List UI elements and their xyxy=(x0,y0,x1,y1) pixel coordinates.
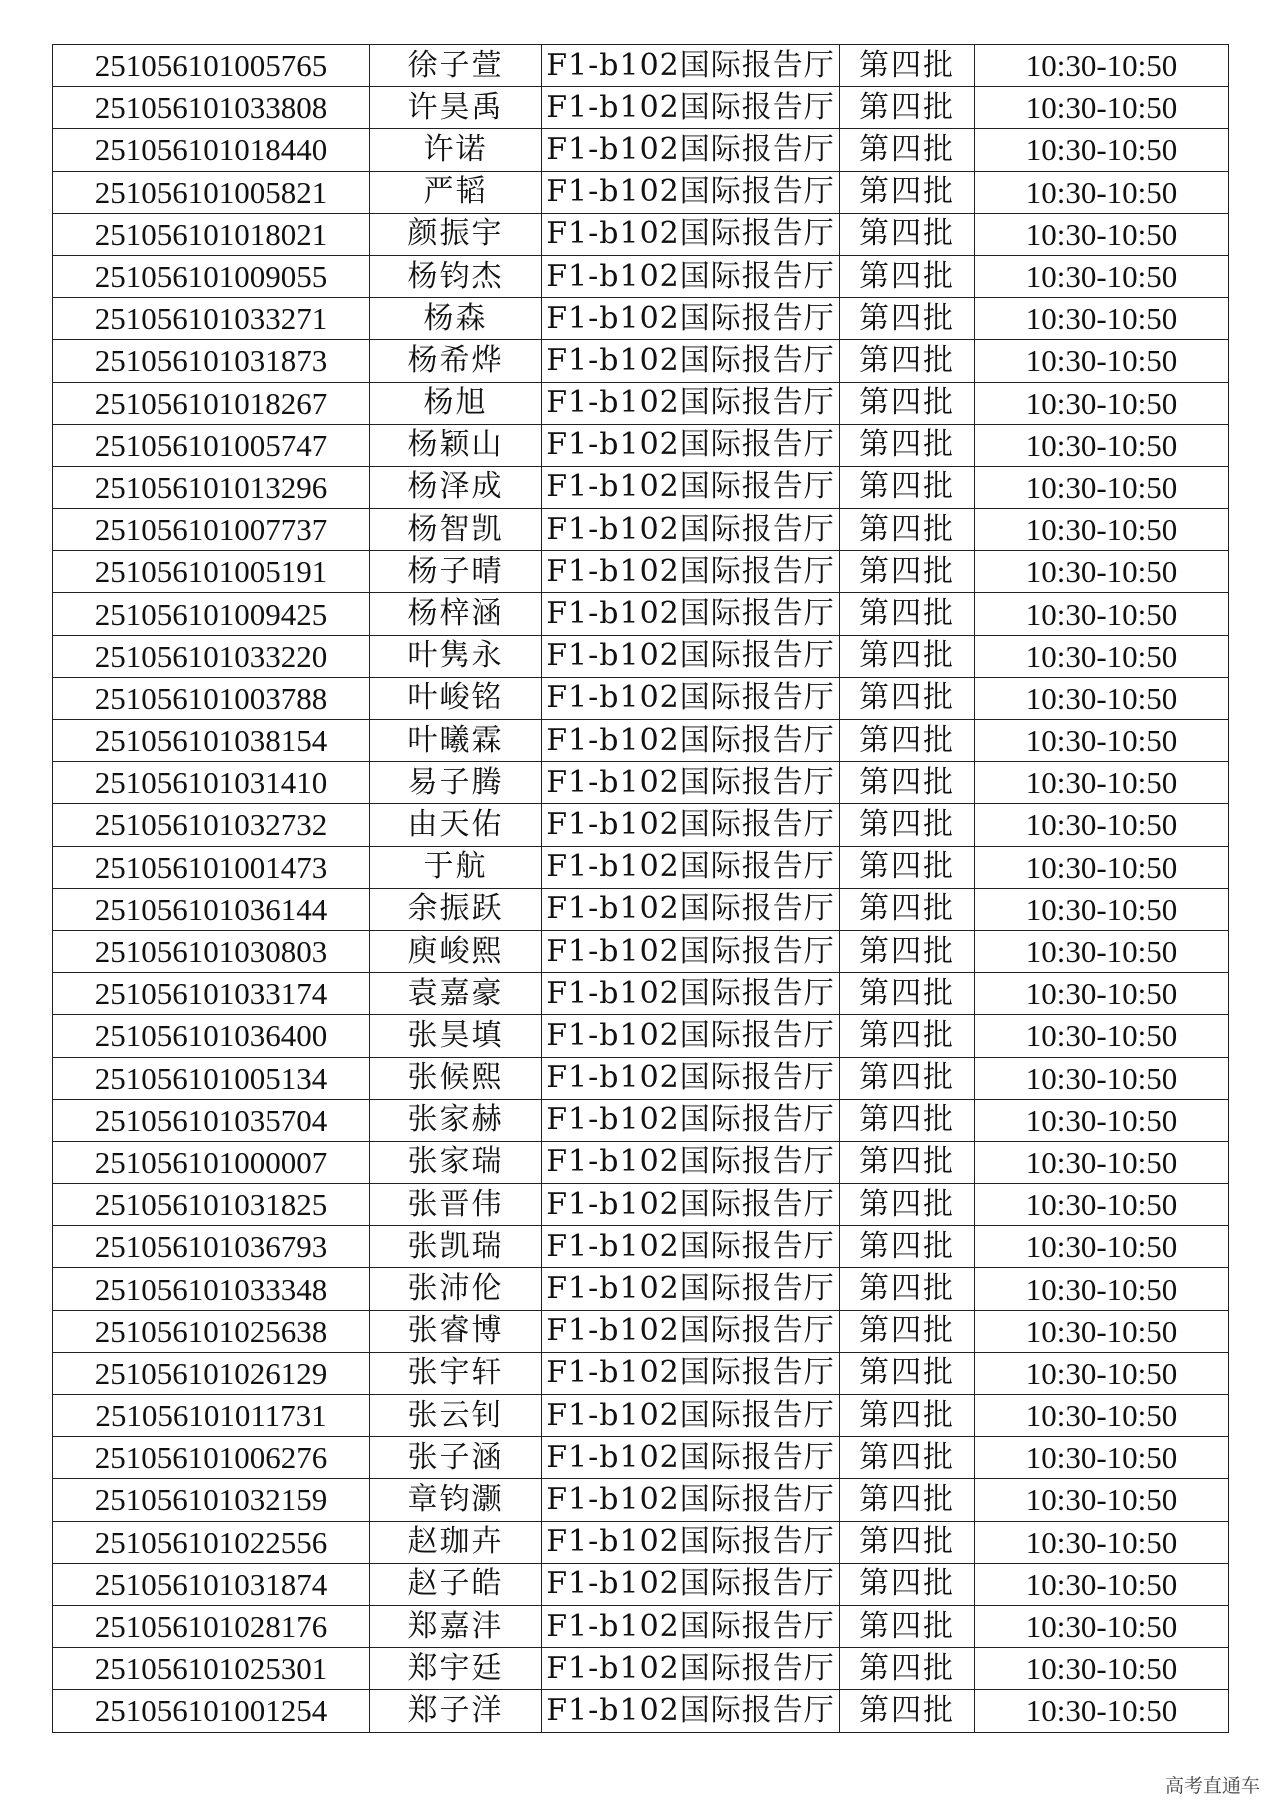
candidate-id-cell: 251056101026129 xyxy=(53,1352,370,1394)
candidate-id-cell: 251056101025638 xyxy=(53,1310,370,1352)
room-cell: F1-b102国际报告厅 xyxy=(542,1310,840,1352)
candidate-id-cell: 251056101013296 xyxy=(53,466,370,508)
candidate-id-cell: 251056101031410 xyxy=(53,762,370,804)
candidate-name-cell: 郑子洋 xyxy=(370,1690,542,1732)
room-cell: F1-b102国际报告厅 xyxy=(542,804,840,846)
candidate-name-cell: 张晋伟 xyxy=(370,1184,542,1226)
watermark-text: 高考直通车 xyxy=(1164,1775,1260,1797)
batch-cell: 第四批 xyxy=(840,1605,975,1647)
batch-cell: 第四批 xyxy=(840,551,975,593)
time-slot-cell: 10:30-10:50 xyxy=(975,1521,1229,1563)
candidate-name-cell: 杨颖山 xyxy=(370,424,542,466)
candidate-name-cell: 叶隽永 xyxy=(370,635,542,677)
candidate-id-cell: 251056101005747 xyxy=(53,424,370,466)
candidate-id-cell: 251056101033348 xyxy=(53,1268,370,1310)
room-cell: F1-b102国际报告厅 xyxy=(542,45,840,87)
table-row xyxy=(53,255,1229,297)
candidate-id-cell: 251056101028176 xyxy=(53,1605,370,1647)
time-slot-cell: 10:30-10:50 xyxy=(975,1057,1229,1099)
time-slot-cell: 10:30-10:50 xyxy=(975,1015,1229,1057)
batch-cell: 第四批 xyxy=(840,424,975,466)
time-slot-cell: 10:30-10:50 xyxy=(975,298,1229,340)
candidate-id-cell: 251056101036144 xyxy=(53,888,370,930)
time-slot-cell: 10:30-10:50 xyxy=(975,593,1229,635)
time-slot-cell: 10:30-10:50 xyxy=(975,551,1229,593)
room-cell: F1-b102国际报告厅 xyxy=(542,762,840,804)
candidate-name-cell: 张沛伦 xyxy=(370,1268,542,1310)
batch-cell: 第四批 xyxy=(840,1141,975,1183)
time-slot-cell: 10:30-10:50 xyxy=(975,45,1229,87)
candidate-id-cell: 251056101001254 xyxy=(53,1690,370,1732)
time-slot-cell: 10:30-10:50 xyxy=(975,1184,1229,1226)
batch-cell: 第四批 xyxy=(840,1563,975,1605)
candidate-name-cell: 杨梓涵 xyxy=(370,593,542,635)
time-slot-cell: 10:30-10:50 xyxy=(975,255,1229,297)
batch-cell: 第四批 xyxy=(840,509,975,551)
candidate-name-cell: 杨希烨 xyxy=(370,340,542,382)
candidate-name-cell: 于航 xyxy=(370,846,542,888)
batch-cell: 第四批 xyxy=(840,888,975,930)
batch-cell: 第四批 xyxy=(840,804,975,846)
candidate-id-cell: 251056101036400 xyxy=(53,1015,370,1057)
table-row xyxy=(53,677,1229,719)
candidate-name-cell: 张睿博 xyxy=(370,1310,542,1352)
room-cell: F1-b102国际报告厅 xyxy=(542,1141,840,1183)
table-row xyxy=(53,45,1229,87)
table-row xyxy=(53,340,1229,382)
candidate-id-cell: 251056101003788 xyxy=(53,677,370,719)
batch-cell: 第四批 xyxy=(840,1184,975,1226)
table-row xyxy=(53,973,1229,1015)
candidate-id-cell: 251056101006276 xyxy=(53,1437,370,1479)
candidate-name-cell: 张宇轩 xyxy=(370,1352,542,1394)
table-row xyxy=(53,1648,1229,1690)
candidate-id-cell: 251056101018267 xyxy=(53,382,370,424)
table-row xyxy=(53,213,1229,255)
room-cell: F1-b102国际报告厅 xyxy=(542,720,840,762)
room-cell: F1-b102国际报告厅 xyxy=(542,1395,840,1437)
room-cell: F1-b102国际报告厅 xyxy=(542,1690,840,1732)
room-cell: F1-b102国际报告厅 xyxy=(542,1268,840,1310)
room-cell: F1-b102国际报告厅 xyxy=(542,1563,840,1605)
candidate-name-cell: 颜振宇 xyxy=(370,213,542,255)
candidate-name-cell: 郑嘉沣 xyxy=(370,1605,542,1647)
batch-cell: 第四批 xyxy=(840,1690,975,1732)
candidate-id-cell: 251056101025301 xyxy=(53,1648,370,1690)
candidate-id-cell: 251056101032159 xyxy=(53,1479,370,1521)
roster-body xyxy=(53,45,1229,1733)
candidate-id-cell: 251056101033271 xyxy=(53,298,370,340)
candidate-id-cell: 251056101033174 xyxy=(53,973,370,1015)
room-cell: F1-b102国际报告厅 xyxy=(542,1648,840,1690)
candidate-name-cell: 郑宇廷 xyxy=(370,1648,542,1690)
batch-cell: 第四批 xyxy=(840,593,975,635)
room-cell: F1-b102国际报告厅 xyxy=(542,635,840,677)
time-slot-cell: 10:30-10:50 xyxy=(975,720,1229,762)
candidate-id-cell: 251056101018440 xyxy=(53,129,370,171)
batch-cell: 第四批 xyxy=(840,1479,975,1521)
time-slot-cell: 10:30-10:50 xyxy=(975,466,1229,508)
batch-cell: 第四批 xyxy=(840,1099,975,1141)
batch-cell: 第四批 xyxy=(840,298,975,340)
room-cell: F1-b102国际报告厅 xyxy=(542,930,840,972)
table-row xyxy=(53,1184,1229,1226)
table-row xyxy=(53,1268,1229,1310)
candidate-id-cell: 251056101031825 xyxy=(53,1184,370,1226)
room-cell: F1-b102国际报告厅 xyxy=(542,298,840,340)
candidate-name-cell: 章钧灏 xyxy=(370,1479,542,1521)
table-row xyxy=(53,298,1229,340)
batch-cell: 第四批 xyxy=(840,846,975,888)
candidate-name-cell: 许昊禹 xyxy=(370,87,542,129)
batch-cell: 第四批 xyxy=(840,466,975,508)
room-cell: F1-b102国际报告厅 xyxy=(542,129,840,171)
table-row xyxy=(53,1437,1229,1479)
candidate-name-cell: 余振跃 xyxy=(370,888,542,930)
table-row xyxy=(53,593,1229,635)
time-slot-cell: 10:30-10:50 xyxy=(975,762,1229,804)
room-cell: F1-b102国际报告厅 xyxy=(542,677,840,719)
roster-table xyxy=(52,44,1229,1733)
time-slot-cell: 10:30-10:50 xyxy=(975,846,1229,888)
batch-cell: 第四批 xyxy=(840,45,975,87)
time-slot-cell: 10:30-10:50 xyxy=(975,1352,1229,1394)
batch-cell: 第四批 xyxy=(840,973,975,1015)
table-row xyxy=(53,509,1229,551)
time-slot-cell: 10:30-10:50 xyxy=(975,1479,1229,1521)
candidate-id-cell: 251056101009055 xyxy=(53,255,370,297)
time-slot-cell: 10:30-10:50 xyxy=(975,424,1229,466)
batch-cell: 第四批 xyxy=(840,255,975,297)
candidate-id-cell: 251056101035704 xyxy=(53,1099,370,1141)
room-cell: F1-b102国际报告厅 xyxy=(542,1521,840,1563)
candidate-id-cell: 251056101000007 xyxy=(53,1141,370,1183)
batch-cell: 第四批 xyxy=(840,382,975,424)
room-cell: F1-b102国际报告厅 xyxy=(542,1184,840,1226)
candidate-name-cell: 张凯瑞 xyxy=(370,1226,542,1268)
candidate-name-cell: 赵珈卉 xyxy=(370,1521,542,1563)
room-cell: F1-b102国际报告厅 xyxy=(542,1099,840,1141)
table-row xyxy=(53,1226,1229,1268)
candidate-id-cell: 251056101018021 xyxy=(53,213,370,255)
candidate-name-cell: 张家瑞 xyxy=(370,1141,542,1183)
table-row xyxy=(53,171,1229,213)
batch-cell: 第四批 xyxy=(840,677,975,719)
candidate-id-cell: 251056101022556 xyxy=(53,1521,370,1563)
table-row xyxy=(53,551,1229,593)
candidate-id-cell: 251056101011731 xyxy=(53,1395,370,1437)
room-cell: F1-b102国际报告厅 xyxy=(542,424,840,466)
time-slot-cell: 10:30-10:50 xyxy=(975,509,1229,551)
candidate-id-cell: 251056101005821 xyxy=(53,171,370,213)
time-slot-cell: 10:30-10:50 xyxy=(975,804,1229,846)
table-row xyxy=(53,1605,1229,1647)
candidate-name-cell: 杨智凯 xyxy=(370,509,542,551)
time-slot-cell: 10:30-10:50 xyxy=(975,1141,1229,1183)
candidate-id-cell: 251056101031874 xyxy=(53,1563,370,1605)
candidate-id-cell: 251056101005191 xyxy=(53,551,370,593)
candidate-name-cell: 张云钊 xyxy=(370,1395,542,1437)
candidate-id-cell: 251056101031873 xyxy=(53,340,370,382)
table-row xyxy=(53,1479,1229,1521)
time-slot-cell: 10:30-10:50 xyxy=(975,213,1229,255)
time-slot-cell: 10:30-10:50 xyxy=(975,1099,1229,1141)
candidate-name-cell: 由天佑 xyxy=(370,804,542,846)
room-cell: F1-b102国际报告厅 xyxy=(542,1437,840,1479)
candidate-name-cell: 张子涵 xyxy=(370,1437,542,1479)
time-slot-cell: 10:30-10:50 xyxy=(975,1690,1229,1732)
room-cell: F1-b102国际报告厅 xyxy=(542,888,840,930)
table-row xyxy=(53,1057,1229,1099)
batch-cell: 第四批 xyxy=(840,1648,975,1690)
candidate-name-cell: 张家赫 xyxy=(370,1099,542,1141)
time-slot-cell: 10:30-10:50 xyxy=(975,1310,1229,1352)
candidate-id-cell: 251056101032732 xyxy=(53,804,370,846)
time-slot-cell: 10:30-10:50 xyxy=(975,340,1229,382)
batch-cell: 第四批 xyxy=(840,87,975,129)
candidate-name-cell: 徐子萱 xyxy=(370,45,542,87)
room-cell: F1-b102国际报告厅 xyxy=(542,551,840,593)
candidate-id-cell: 251056101036793 xyxy=(53,1226,370,1268)
candidate-name-cell: 杨泽成 xyxy=(370,466,542,508)
batch-cell: 第四批 xyxy=(840,129,975,171)
candidate-name-cell: 庾峻熙 xyxy=(370,930,542,972)
table-row xyxy=(53,888,1229,930)
table-row xyxy=(53,1310,1229,1352)
room-cell: F1-b102国际报告厅 xyxy=(542,213,840,255)
time-slot-cell: 10:30-10:50 xyxy=(975,888,1229,930)
room-cell: F1-b102国际报告厅 xyxy=(542,1605,840,1647)
table-row xyxy=(53,762,1229,804)
table-row xyxy=(53,129,1229,171)
time-slot-cell: 10:30-10:50 xyxy=(975,635,1229,677)
table-row xyxy=(53,424,1229,466)
batch-cell: 第四批 xyxy=(840,1352,975,1394)
table-row xyxy=(53,846,1229,888)
time-slot-cell: 10:30-10:50 xyxy=(975,973,1229,1015)
candidate-id-cell: 251056101033220 xyxy=(53,635,370,677)
table-row xyxy=(53,1395,1229,1437)
room-cell: F1-b102国际报告厅 xyxy=(542,973,840,1015)
table-row xyxy=(53,1563,1229,1605)
room-cell: F1-b102国际报告厅 xyxy=(542,255,840,297)
room-cell: F1-b102国际报告厅 xyxy=(542,87,840,129)
candidate-id-cell: 251056101033808 xyxy=(53,87,370,129)
time-slot-cell: 10:30-10:50 xyxy=(975,1605,1229,1647)
batch-cell: 第四批 xyxy=(840,213,975,255)
batch-cell: 第四批 xyxy=(840,171,975,213)
room-cell: F1-b102国际报告厅 xyxy=(542,846,840,888)
batch-cell: 第四批 xyxy=(840,635,975,677)
candidate-id-cell: 251056101030803 xyxy=(53,930,370,972)
batch-cell: 第四批 xyxy=(840,762,975,804)
room-cell: F1-b102国际报告厅 xyxy=(542,382,840,424)
time-slot-cell: 10:30-10:50 xyxy=(975,1437,1229,1479)
time-slot-cell: 10:30-10:50 xyxy=(975,1395,1229,1437)
table-row xyxy=(53,1015,1229,1057)
time-slot-cell: 10:30-10:50 xyxy=(975,382,1229,424)
table-row xyxy=(53,930,1229,972)
time-slot-cell: 10:30-10:50 xyxy=(975,1268,1229,1310)
time-slot-cell: 10:30-10:50 xyxy=(975,87,1229,129)
candidate-id-cell: 251056101038154 xyxy=(53,720,370,762)
candidate-name-cell: 许诺 xyxy=(370,129,542,171)
room-cell: F1-b102国际报告厅 xyxy=(542,466,840,508)
candidate-id-cell: 251056101009425 xyxy=(53,593,370,635)
time-slot-cell: 10:30-10:50 xyxy=(975,1563,1229,1605)
table-row xyxy=(53,87,1229,129)
batch-cell: 第四批 xyxy=(840,340,975,382)
candidate-name-cell: 杨子晴 xyxy=(370,551,542,593)
time-slot-cell: 10:30-10:50 xyxy=(975,677,1229,719)
time-slot-cell: 10:30-10:50 xyxy=(975,171,1229,213)
batch-cell: 第四批 xyxy=(840,1395,975,1437)
time-slot-cell: 10:30-10:50 xyxy=(975,1648,1229,1690)
table-row xyxy=(53,1521,1229,1563)
table-row xyxy=(53,804,1229,846)
time-slot-cell: 10:30-10:50 xyxy=(975,129,1229,171)
room-cell: F1-b102国际报告厅 xyxy=(542,1057,840,1099)
table-row xyxy=(53,1352,1229,1394)
candidate-name-cell: 严韬 xyxy=(370,171,542,213)
candidate-name-cell: 赵子皓 xyxy=(370,1563,542,1605)
room-cell: F1-b102国际报告厅 xyxy=(542,340,840,382)
candidate-name-cell: 张候熙 xyxy=(370,1057,542,1099)
batch-cell: 第四批 xyxy=(840,1268,975,1310)
batch-cell: 第四批 xyxy=(840,930,975,972)
room-cell: F1-b102国际报告厅 xyxy=(542,593,840,635)
table-row xyxy=(53,466,1229,508)
candidate-name-cell: 杨旭 xyxy=(370,382,542,424)
batch-cell: 第四批 xyxy=(840,1521,975,1563)
batch-cell: 第四批 xyxy=(840,1437,975,1479)
table-row xyxy=(53,1141,1229,1183)
candidate-id-cell: 251056101001473 xyxy=(53,846,370,888)
table-row xyxy=(53,1099,1229,1141)
time-slot-cell: 10:30-10:50 xyxy=(975,1226,1229,1268)
time-slot-cell: 10:30-10:50 xyxy=(975,930,1229,972)
room-cell: F1-b102国际报告厅 xyxy=(542,1226,840,1268)
table-row xyxy=(53,635,1229,677)
candidate-name-cell: 叶曦霖 xyxy=(370,720,542,762)
room-cell: F1-b102国际报告厅 xyxy=(542,1352,840,1394)
candidate-id-cell: 251056101005765 xyxy=(53,45,370,87)
batch-cell: 第四批 xyxy=(840,1057,975,1099)
batch-cell: 第四批 xyxy=(840,1226,975,1268)
batch-cell: 第四批 xyxy=(840,1015,975,1057)
room-cell: F1-b102国际报告厅 xyxy=(542,1015,840,1057)
table-row xyxy=(53,720,1229,762)
table-row xyxy=(53,382,1229,424)
candidate-name-cell: 杨钧杰 xyxy=(370,255,542,297)
candidate-id-cell: 251056101007737 xyxy=(53,509,370,551)
batch-cell: 第四批 xyxy=(840,1310,975,1352)
candidate-name-cell: 叶峻铭 xyxy=(370,677,542,719)
candidate-name-cell: 袁嘉豪 xyxy=(370,973,542,1015)
room-cell: F1-b102国际报告厅 xyxy=(542,1479,840,1521)
room-cell: F1-b102国际报告厅 xyxy=(542,171,840,213)
candidate-id-cell: 251056101005134 xyxy=(53,1057,370,1099)
candidate-name-cell: 杨森 xyxy=(370,298,542,340)
candidate-name-cell: 张昊填 xyxy=(370,1015,542,1057)
table-row xyxy=(53,1690,1229,1732)
room-cell: F1-b102国际报告厅 xyxy=(542,509,840,551)
candidate-name-cell: 易子腾 xyxy=(370,762,542,804)
batch-cell: 第四批 xyxy=(840,720,975,762)
